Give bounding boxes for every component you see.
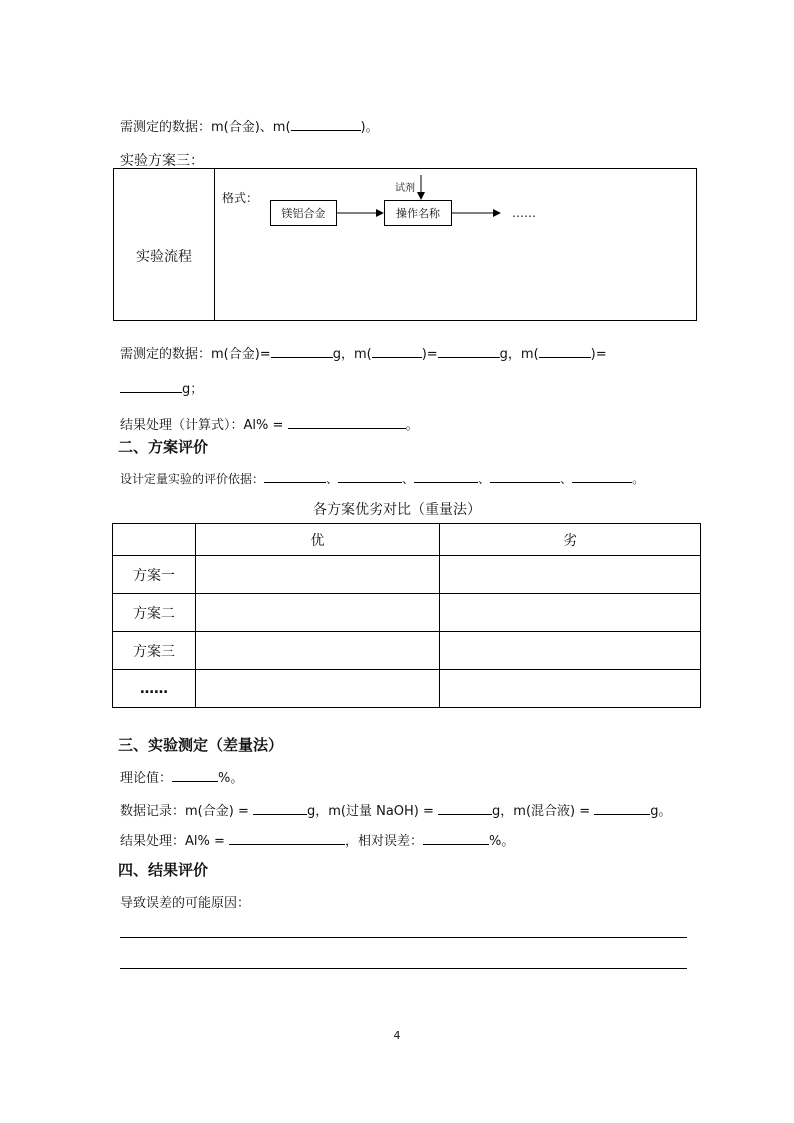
result-label: 结果处理：Al% = <box>120 834 225 849</box>
flow-box-operation: 操作名称 <box>384 200 452 226</box>
theory-label: 理论值： <box>120 771 173 786</box>
table-row <box>113 632 701 670</box>
basis-blank-1[interactable] <box>264 469 326 483</box>
result-label: 结果处理（计算式）：Al% = <box>120 418 284 433</box>
pros-cell[interactable] <box>196 594 440 632</box>
error-reason-label: 导致误差的可能原因： <box>120 896 251 911</box>
theory-blank[interactable] <box>172 768 218 782</box>
cons-cell[interactable] <box>440 556 701 594</box>
theory-value-line <box>120 767 243 786</box>
comparison-table <box>112 523 701 708</box>
row-label: 方案二 <box>113 594 196 632</box>
blank-mass-1[interactable] <box>438 344 500 358</box>
pros-cell[interactable] <box>196 556 440 594</box>
cons-cell[interactable] <box>440 670 701 708</box>
result-processing-line <box>120 830 514 849</box>
text-segment: ，相对误差： <box>345 834 424 849</box>
measured-data-label: 需测定的数据：m(合金)、m( <box>120 120 291 135</box>
flow-box-alloy: 镁铝合金 <box>270 200 337 226</box>
pros-cell[interactable] <box>196 632 440 670</box>
blank-relative-error[interactable] <box>423 831 489 845</box>
answer-line-2[interactable] <box>120 968 687 969</box>
blank-mass-alloy[interactable] <box>271 344 333 358</box>
blank-mass-2[interactable] <box>120 379 182 393</box>
separator: 、 <box>402 472 415 486</box>
basis-blank-3[interactable] <box>414 469 478 483</box>
separator: 、 <box>478 472 491 486</box>
text-segment: %。 <box>489 834 515 849</box>
measured-data-line-2 <box>120 343 607 362</box>
punctuation: )。 <box>360 120 379 135</box>
table-row <box>113 670 701 708</box>
row-label: 方案一 <box>113 556 196 594</box>
text-segment: g，m( <box>499 347 539 362</box>
basis-label: 设计定量实验的评价依据： <box>120 472 265 486</box>
blank-mixture-mass[interactable] <box>594 801 650 815</box>
flow-ellipsis: …… <box>512 206 536 220</box>
text-segment: )= <box>590 347 607 362</box>
row-label: …… <box>113 670 196 708</box>
text-segment: g； <box>182 382 204 397</box>
blank-field[interactable] <box>291 117 361 131</box>
measured-data-line-1 <box>120 116 379 135</box>
text-segment: g，m(混合液) = <box>492 804 591 819</box>
cons-cell[interactable] <box>440 632 701 670</box>
text-segment: g，m( <box>332 347 372 362</box>
table-row <box>113 556 701 594</box>
header-empty-cell <box>113 524 196 556</box>
separator: 、 <box>326 472 339 486</box>
row-label: 方案三 <box>113 632 196 670</box>
text-segment: )= <box>421 347 438 362</box>
section-two-heading: 二、方案评价 <box>118 438 209 456</box>
punctuation: 。 <box>405 418 419 433</box>
separator: 、 <box>560 472 573 486</box>
text-segment: g，m(过量 NaOH) = <box>306 804 434 819</box>
experiment-flow-box <box>113 168 697 321</box>
basis-blank-4[interactable] <box>490 469 560 483</box>
scheme-three-title: 实验方案三： <box>120 153 204 169</box>
comparison-table-title: 各方案优劣对比（重量法） <box>313 502 481 518</box>
flow-row-label: 实验流程 <box>136 249 192 265</box>
section-four-heading: 四、结果评价 <box>118 861 209 879</box>
measured-data-line-3 <box>120 378 203 397</box>
record-label: 数据记录：m(合金) = <box>120 804 249 819</box>
data-record-line <box>120 800 672 819</box>
flow-arrows <box>114 169 698 322</box>
blank-al-percent[interactable] <box>229 831 345 845</box>
reagent-label: 试剂 <box>395 183 415 194</box>
blank-substance-2[interactable] <box>539 344 591 358</box>
table-header-row <box>113 524 701 556</box>
punctuation: 。 <box>632 472 645 486</box>
section-three-heading: 三、实验测定（差量法） <box>118 736 284 754</box>
text-segment: %。 <box>218 771 244 786</box>
blank-naoh-mass[interactable] <box>438 801 492 815</box>
cons-cell[interactable] <box>440 594 701 632</box>
header-pros: 优 <box>196 524 440 556</box>
table-row <box>113 594 701 632</box>
pros-cell[interactable] <box>196 670 440 708</box>
blank-alloy-mass[interactable] <box>253 801 307 815</box>
result-formula-line <box>120 414 419 433</box>
blank-substance-1[interactable] <box>372 344 422 358</box>
page-number: 4 <box>393 1029 401 1042</box>
basis-blank-5[interactable] <box>572 469 632 483</box>
format-label: 格式： <box>222 191 259 205</box>
evaluation-basis-line <box>120 469 644 487</box>
answer-line-1[interactable] <box>120 937 687 938</box>
header-cons: 劣 <box>440 524 701 556</box>
measured-data-label: 需测定的数据：m(合金)= <box>120 347 271 362</box>
blank-formula[interactable] <box>288 415 406 429</box>
text-segment: g。 <box>650 804 672 819</box>
basis-blank-2[interactable] <box>338 469 402 483</box>
